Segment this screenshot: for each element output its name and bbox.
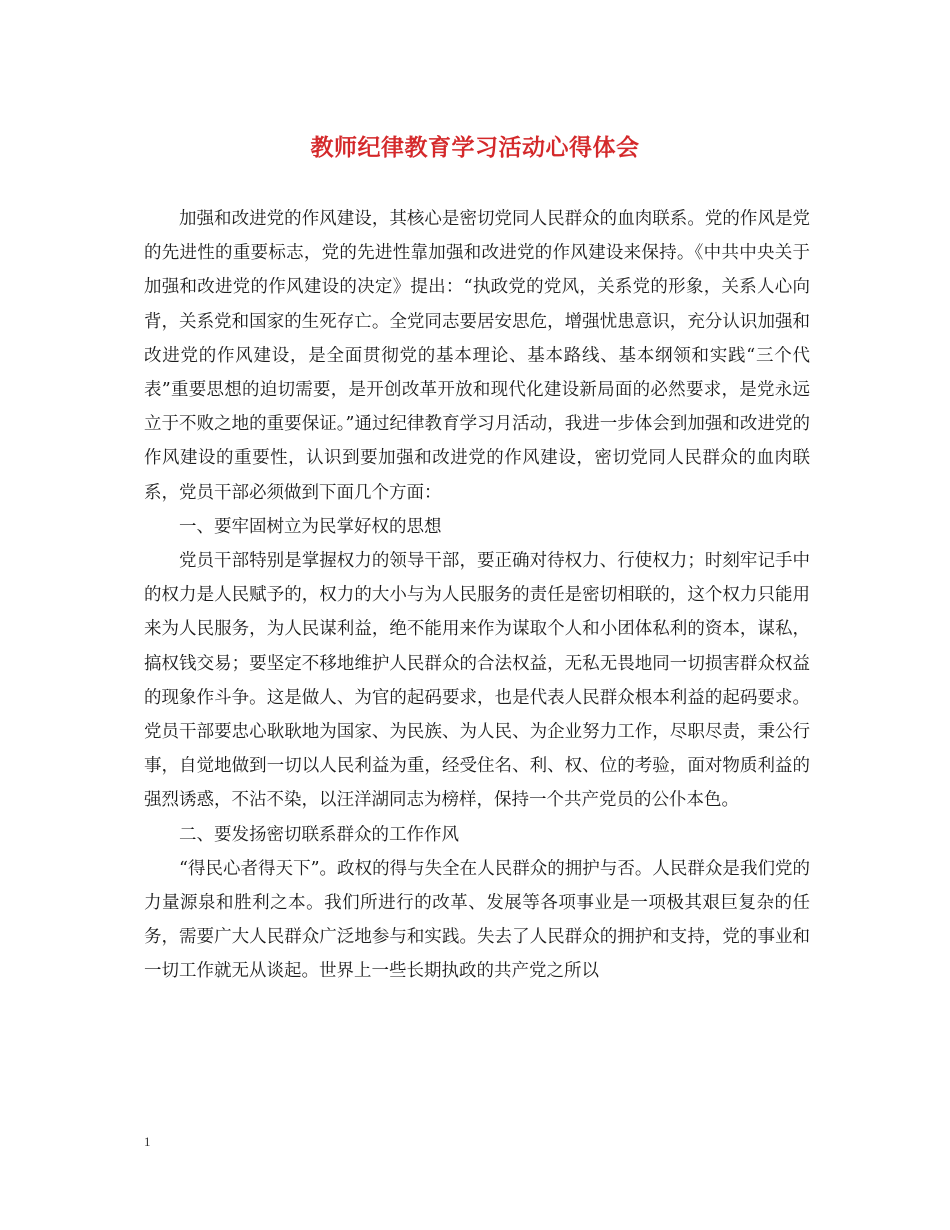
section-heading-2: 二、要发扬密切联系群众的工作作风 [179,824,459,845]
paragraph-intro: 加强和改进党的作风建设，其核心是密切党同人民群众的血肉联系。党的作风是党的先进性的重要标志，党的先进性靠加强和改进党的作风建设来保持。《中共中央关于加强和改进党的作风建设的决定》提出：“执政党的党风，关系党的形象，关系人心向背，关系党和国家的生死存亡。全党同志要居安思危，增强忧患意识，充分认识加强和改进党的作风建设，是全面贯彻党的基本理论、基本路线、基本纲领和实践“三个代表”重要思想的迫切需要，是开创改革开放和现代化建设新局面的必然要求，是党永远立于不败之地的重要保证。”通过纪律教育学习月活动，我进一步体会到加强和改进党的作风建设的重要性，认识到要加强和改进党的作风建设，密切党同人民群众的血肉联系，党员干部必须做到下面几个方面： [144,209,810,503]
document-title: 教师纪律教育学习活动心得体会 [310,135,640,161]
document-body [144,202,810,989]
paragraph-section-2: “得民心者得天下”。政权的得与失全在人民群众的拥护与否。人民群众是我们党的力量源泉和胜利之本。我们所进行的改革、发展等各项事业是一项极其艰巨复杂的任务，需要广大人民群众广泛地参与和实践。失去了人民群众的拥护和支持，党的事业和一切工作就无从谈起。世界上一些长期执政的共产党之所以 [144,858,810,982]
section-heading-1: 一、要牢固树立为民掌好权的思想 [179,516,442,537]
page-number: 1 [144,1134,151,1149]
paragraph-section-1: 党员干部特别是掌握权力的领导干部，要正确对待权力、行使权力；时刻牢记手中的权力是人民赋予的，权力的大小与为人民服务的责任是密切相联的，这个权力只能用来为人民服务，为人民谋利益，绝不能用来作为谋取个人和小团体私利的资本，谋私，搞权钱交易；要坚定不移地维护人民群众的合法权益，无私无畏地同一切损害群众权益的现象作斗争。这是做人、为官的起码要求，也是代表人民群众根本利益的起码要求。党员干部要忠心耿耿地为国家、为民族、为人民、为企业努力工作，尽职尽责，秉公行事，自觉地做到一切以人民利益为重，经受住名、利、权、位的考验，面对物质利益的强烈诱惑，不沾不染，以汪洋湖同志为榜样，保持一个共产党员的公仆本色。 [144,551,810,811]
